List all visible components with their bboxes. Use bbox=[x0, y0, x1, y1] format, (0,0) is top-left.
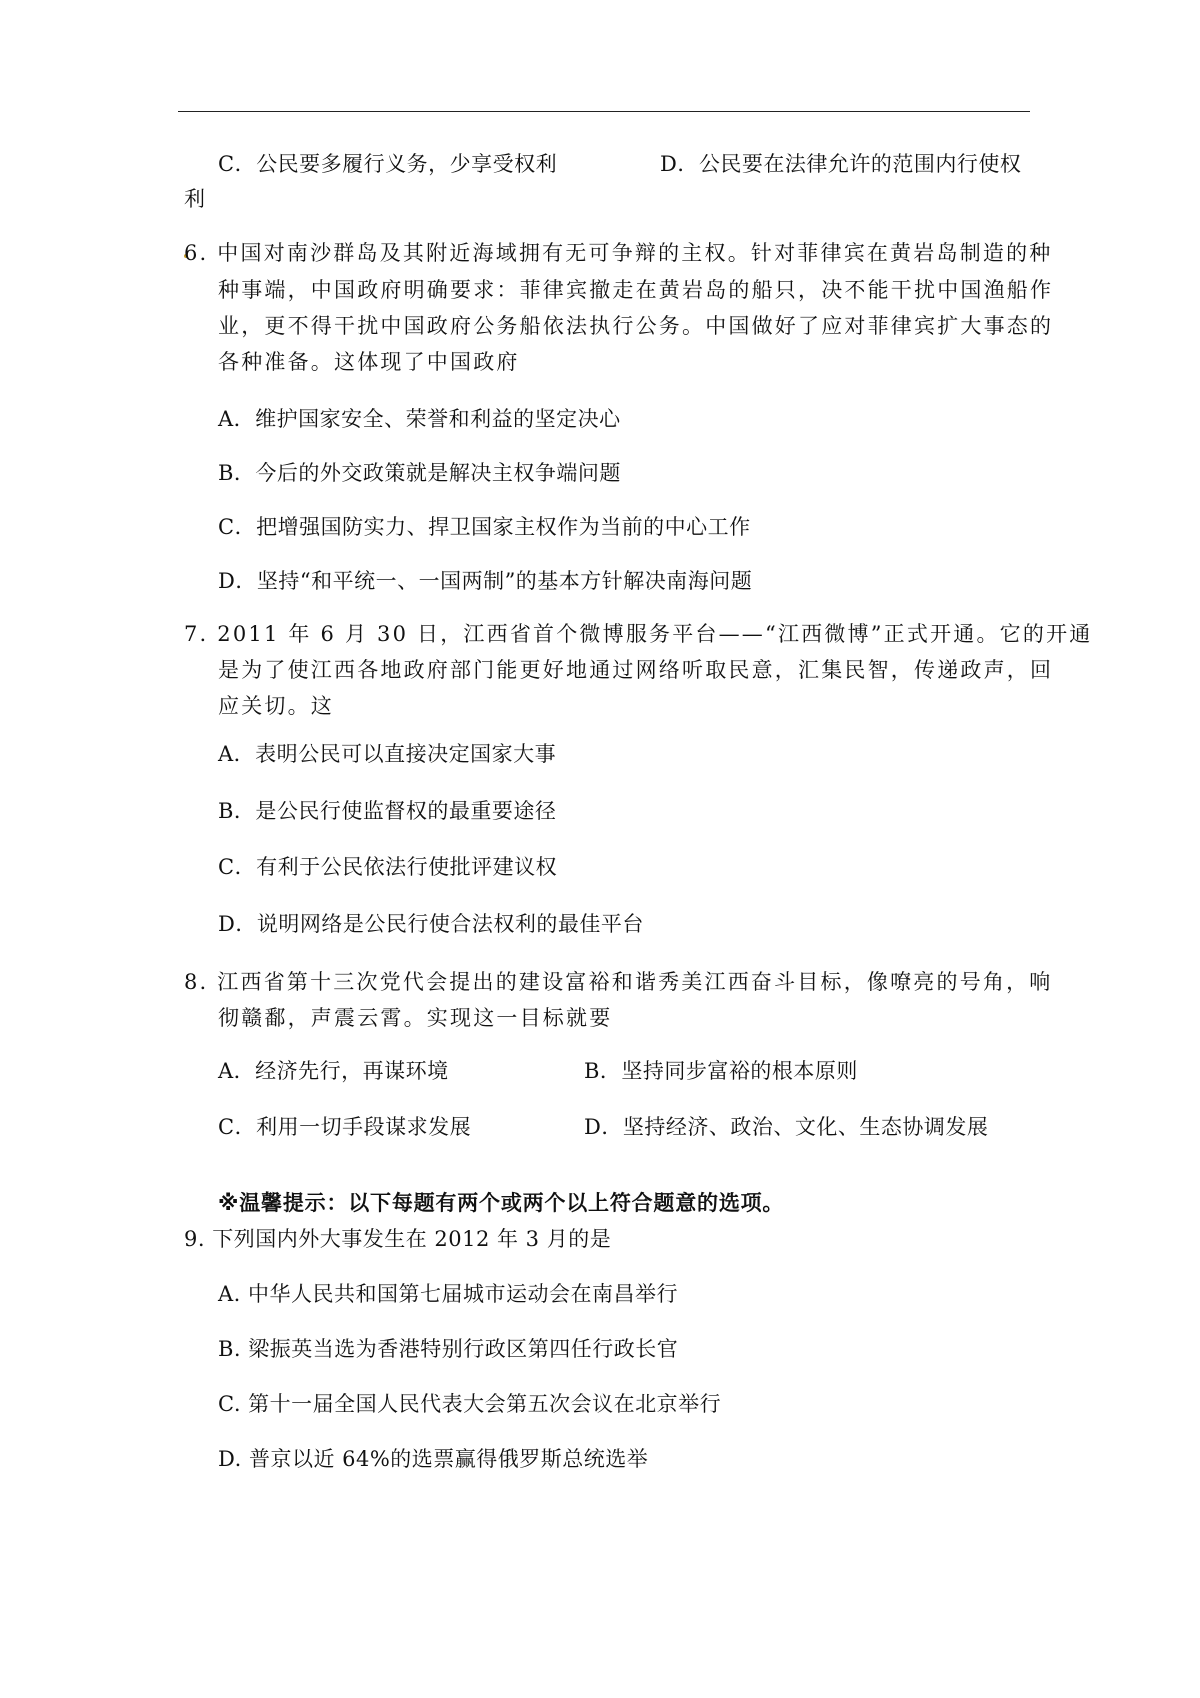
q8-option-d: D．坚持经济、政治、文化、生态协调发展 bbox=[584, 1115, 989, 1139]
q5-option-c: C．公民要多履行义务，少享受权利 bbox=[218, 152, 558, 176]
q7-stem-line-3: 应关切。这 bbox=[218, 694, 334, 718]
q5-option-d-wrap: 利 bbox=[184, 187, 206, 211]
q7-stem-line-1: 7. 2011 年 6 月 30 日，江西省首个微博服务平台——“江西微博”正式开通。它的开通 bbox=[184, 622, 1093, 646]
q7-option-b: B．是公民行使监督权的最重要途径 bbox=[218, 799, 557, 823]
q7-option-a: A．表明公民可以直接决定国家大事 bbox=[218, 742, 557, 766]
q9-option-a: A. 中华人民共和国第七届城市运动会在南昌举行 bbox=[218, 1282, 679, 1306]
q5-option-d: D．公民要在法律允许的范围内行使权 bbox=[660, 152, 1022, 176]
q9-option-c: C. 第十一届全国人民代表大会第五次会议在北京举行 bbox=[218, 1392, 722, 1416]
q6-stem-line-1: 6. 中国对南沙群岛及其附近海域拥有无可争辩的主权。针对菲律宾在黄岩岛制造的种 bbox=[184, 241, 1053, 265]
q7-option-d: D．说明网络是公民行使合法权利的最佳平台 bbox=[218, 912, 644, 936]
q6-stem-line-2: 种事端，中国政府明确要求：菲律宾撤走在黄岩岛的船只，决不能干扰中国渔船作 bbox=[218, 278, 1054, 302]
tip-note: ※温馨提示：以下每题有两个或两个以上符合题意的选项。 bbox=[218, 1191, 785, 1215]
header-rule bbox=[178, 111, 1030, 112]
q6-option-b: B．今后的外交政策就是解决主权争端问题 bbox=[218, 461, 621, 485]
q8-option-c: C．利用一切手段谋求发展 bbox=[218, 1115, 472, 1139]
q9-option-d: D. 普京以近 64%的选票赢得俄罗斯总统选举 bbox=[218, 1447, 649, 1471]
q8-stem-line-2: 彻赣鄱，声震云霄。实现这一目标就要 bbox=[218, 1006, 613, 1030]
q8-option-b: B．坚持同步富裕的根本原则 bbox=[584, 1059, 858, 1083]
q8-stem-line-1: 8. 江西省第十三次党代会提出的建设富裕和谐秀美江西奋斗目标，像嘹亮的号角，响 bbox=[184, 970, 1053, 994]
q6-option-d: D．坚持“和平统一、一国两制”的基本方针解决南海问题 bbox=[218, 569, 753, 593]
q7-option-c: C．有利于公民依法行使批评建议权 bbox=[218, 855, 558, 879]
q6-stem-line-4: 各种准备。这体现了中国政府 bbox=[218, 350, 520, 374]
q9-stem: 9. 下列国内外大事发生在 2012 年 3 月的是 bbox=[184, 1227, 612, 1251]
q6-stem-line-3: 业，更不得干扰中国政府公务船依法执行公务。中国做好了应对菲律宾扩大事态的 bbox=[218, 314, 1054, 338]
q6-option-c: C．把增强国防实力、捍卫国家主权作为当前的中心工作 bbox=[218, 515, 751, 539]
q7-stem-line-2: 是为了使江西各地政府部门能更好地通过网络听取民意，汇集民智，传递政声，回 bbox=[218, 658, 1054, 682]
q8-option-a: A．经济先行，再谋环境 bbox=[218, 1059, 449, 1083]
q6-option-a: A．维护国家安全、荣誉和利益的坚定决心 bbox=[218, 407, 621, 431]
q9-option-b: B. 梁振英当选为香港特别行政区第四任行政长官 bbox=[218, 1337, 679, 1361]
